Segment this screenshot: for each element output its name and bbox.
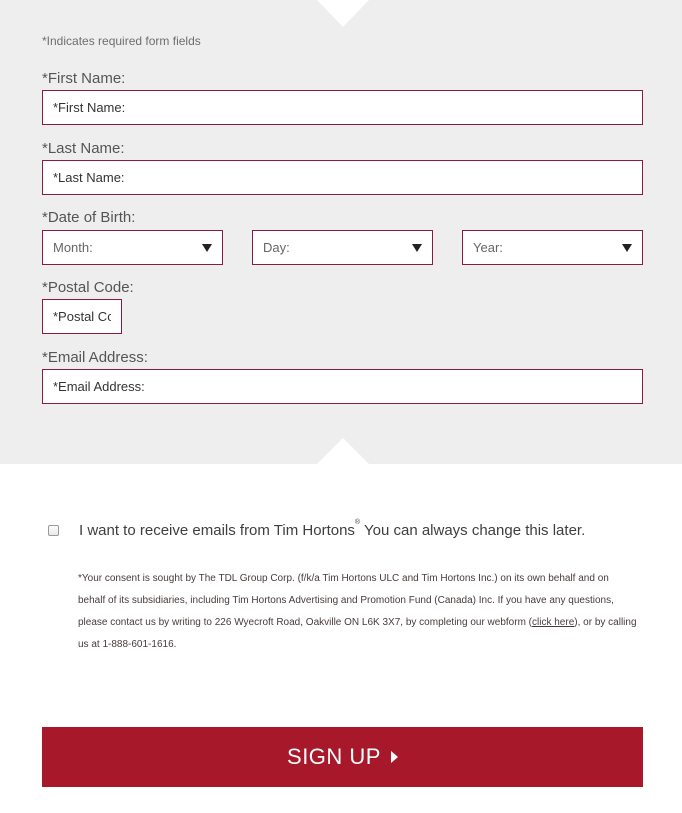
play-arrow-icon	[391, 751, 398, 763]
day-select-value: Day:	[263, 240, 290, 255]
panel-notch-top	[317, 0, 369, 27]
chevron-down-icon	[622, 244, 632, 252]
chevron-down-icon	[202, 244, 212, 252]
year-select[interactable]	[462, 230, 643, 265]
first-name-label: *First Name:	[42, 70, 126, 87]
panel-notch-bottom	[317, 438, 369, 464]
year-select-value: Year:	[473, 240, 503, 255]
sign-up-label: SIGN UP	[287, 744, 381, 769]
day-select[interactable]	[252, 230, 433, 265]
email-address-label: *Email Address:	[42, 349, 148, 366]
sign-up-button[interactable]	[42, 727, 643, 787]
email-address-input[interactable]	[42, 369, 643, 404]
first-name-input[interactable]	[42, 90, 643, 125]
email-consent-row	[48, 519, 586, 539]
postal-code-label: *Postal Code:	[42, 279, 134, 296]
month-select-value: Month:	[53, 240, 93, 255]
email-consent-checkbox[interactable]	[48, 525, 59, 536]
month-select[interactable]	[42, 230, 223, 265]
last-name-input[interactable]	[42, 160, 643, 195]
required-fields-note: *Indicates required form fields	[42, 34, 201, 48]
webform-link[interactable]: click here	[532, 617, 575, 628]
consent-text-before: I want to receive emails from Tim Hortons	[79, 522, 355, 539]
registered-mark: ®	[354, 519, 361, 526]
email-consent-label	[79, 519, 586, 539]
postal-code-input[interactable]	[42, 299, 122, 334]
chevron-down-icon	[412, 244, 422, 252]
legal-text-after: ), or by calling us at 1-888-601-1616.	[78, 617, 637, 650]
consent-text-after: You can always change this later.	[360, 522, 586, 539]
consent-legal-text	[78, 568, 638, 656]
date-of-birth-label: *Date of Birth:	[42, 209, 136, 226]
last-name-label: *Last Name:	[42, 140, 125, 157]
legal-text-before: *Your consent is sought by The TDL Group Corp. (f/k/a Tim Hortons ULC and Tim Hortons Inc.) on its own behalf and on behalf of its subsidiaries, including Tim Hortons Advertising and Promotion Fund (Canada) Inc. If you have any questions, please contact us by writing to 226 Wyecroft Road, Oakville ON L6K 3X7, by completing our webform (	[78, 573, 614, 628]
